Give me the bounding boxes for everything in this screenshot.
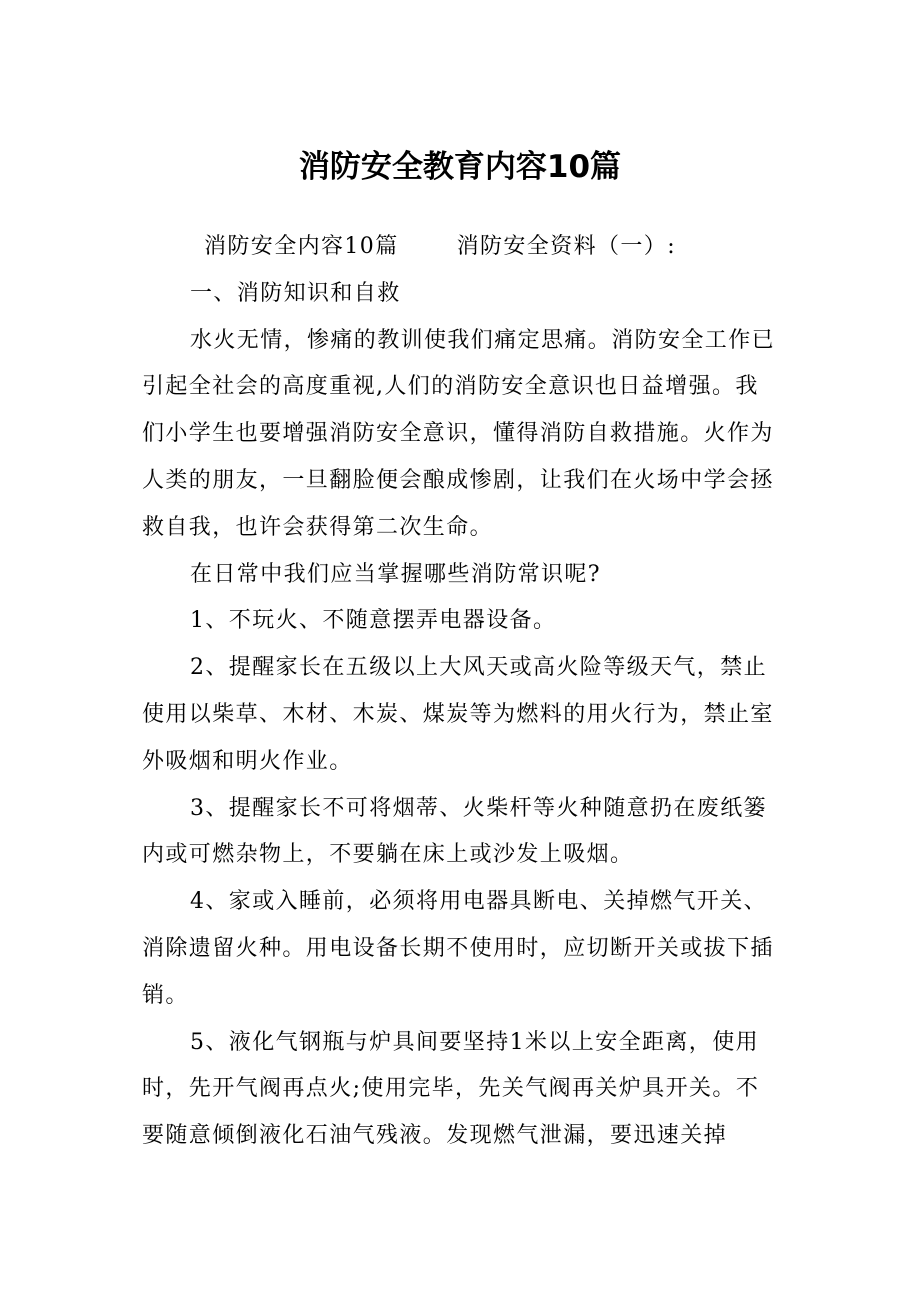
subtitle-left: 消防安全内容10篇	[204, 234, 399, 259]
intro-paragraph: 水火无情，惨痛的教训使我们痛定思痛。消防安全工作已引起全社会的高度重视,人们的消防安全意识也日益增强。我们小学生也要增强消防安全意识，懂得消防自救措施。火作为人类的朋友，一旦翻脸便会酿成惨剧，让我们在火场中学会拯救自我，也许会获得第二次生命。	[142, 327, 776, 540]
document-body	[142, 224, 782, 1160]
question-paragraph: 在日常中我们应当掌握哪些消防常识呢?	[190, 561, 601, 587]
subtitle-right: 消防安全资料（一）:	[456, 234, 677, 259]
list-item-1: 1、不玩火、不随意摆弄电器设备。	[190, 608, 557, 634]
list-item-3: 3、提醒家长不可将烟蒂、火柴杆等火种随意扔在废纸篓内或可燃杂物上，不要躺在床上或沙发上吸烟。	[142, 795, 767, 868]
list-item-2: 2、提醒家长在五级以上大风天或高火险等级天气，禁止使用以柴草、木材、木炭、煤炭等为燃料的用火行为，禁止室外吸烟和明火作业。	[142, 655, 774, 774]
document-title: 消防安全教育内容10篇	[298, 149, 622, 185]
list-item-4: 4、家或入睡前，必须将用电器具断电、关掉燃气开关、消除遗留火种。用电设备长期不使用时，应切断开关或拔下插销。	[142, 889, 774, 1008]
subtitle-line	[142, 224, 782, 271]
section-heading: 一、消防知识和自救	[190, 280, 401, 306]
list-item-5: 5、液化气钢瓶与炉具间要坚持1米以上安全距离，使用时，先开气阀再点火;使用完毕，先关气阀再关炉具开关。不要随意倾倒液化石油气残液。发现燃气泄漏，要迅速关掉	[142, 1029, 760, 1149]
